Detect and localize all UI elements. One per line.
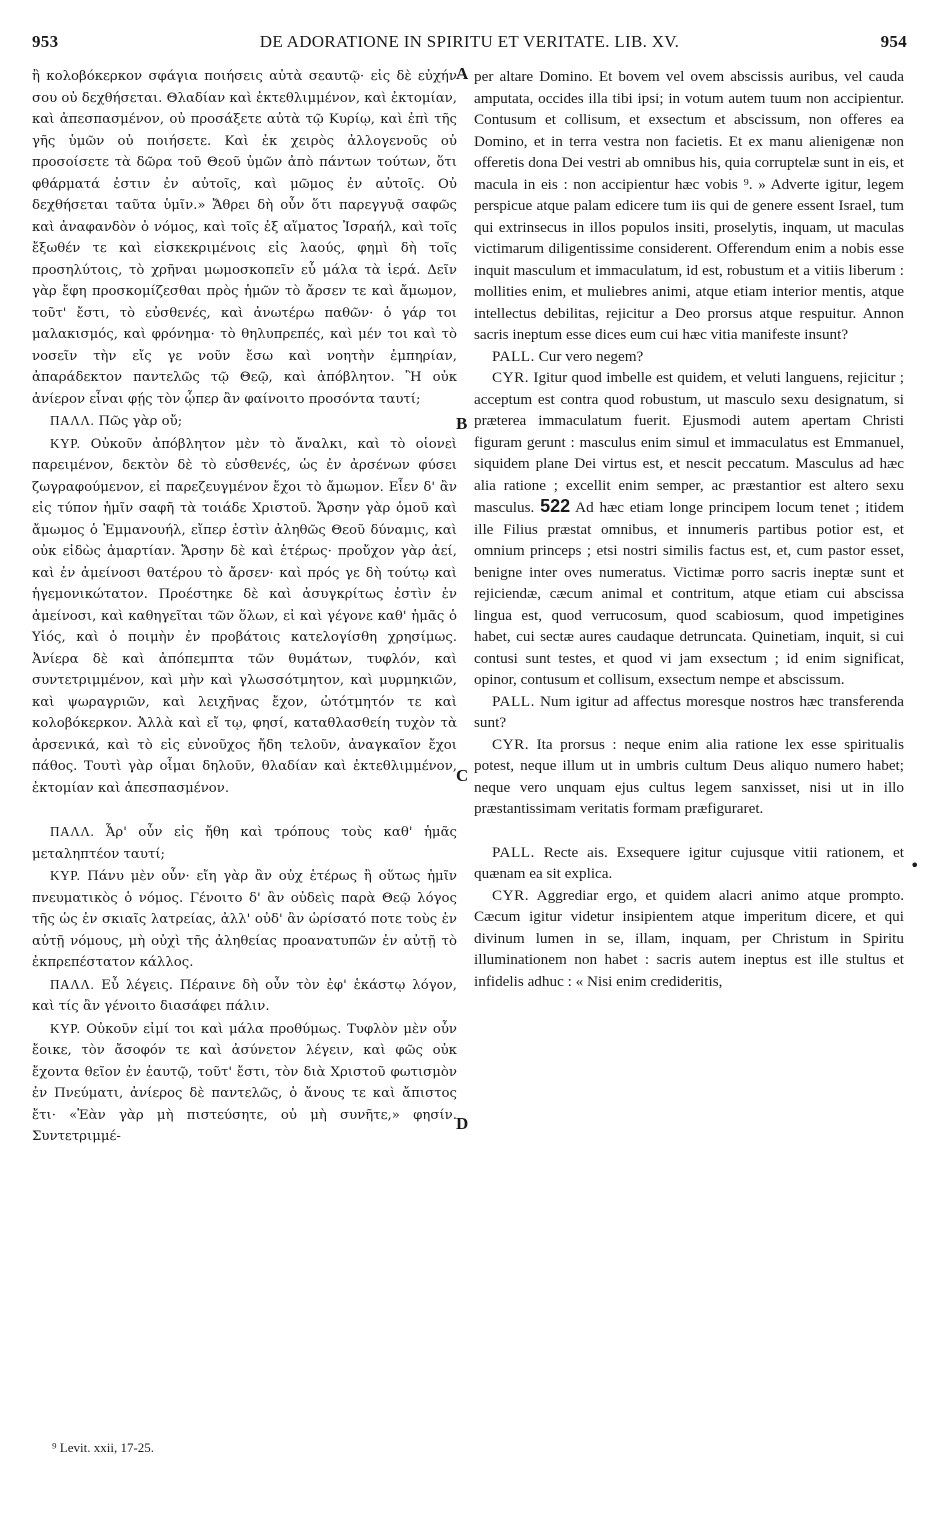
running-title: DE ADORATIONE IN SPIRITU ET VERITATE. LIB. XV.: [259, 32, 680, 51]
speaker-label: CYR.: [492, 369, 530, 386]
latin-paragraph: [474, 734, 904, 820]
greek-paragraph: [32, 1018, 457, 1148]
speaker-label: ΚΥΡ.: [50, 435, 81, 451]
footnote: ⁹ Levit. xxii, 17-25.: [52, 1440, 155, 1455]
latin-paragraph: [474, 367, 904, 691]
margin-marker-c: C: [456, 766, 469, 785]
margin-marker-b: B: [456, 414, 468, 433]
latin-paragraph: [474, 885, 904, 993]
greek-paragraph: [32, 974, 457, 1018]
greek-text: Πάνυ μὲν οὖν· εἴη γὰρ ἂν οὐχ ἑτέρως ἢ οὕτως ἡμῖν πνευματικὸς ὁ νόμος. Γένοιτο δ' ἂν οὐδεὶς παρὰ Θεῷ λόγος τῆς ὡς ἐν σκιαῖς λατρείας, ἀλλ' οὐδ' ἂν ὡρίσατό ποτε τοὺς ἐν αὐτῇ νόμους, μὴ οὐχὶ τῆς ἀληθείας προανατυπῶν ἐν αὐτῇ τὸ ἐκπρεπέστατον κάλλος.: [32, 869, 457, 970]
greek-text: Εὖ λέγεις. Πέραινε δὴ οὖν τὸν ἐφ' ἑκάστῳ λόγον, καὶ τίς ἂν γένοιτο διασάφει πάλιν.: [32, 977, 457, 1014]
speaker-label: ΚΥΡ.: [50, 868, 81, 883]
latin-text: Recte ais. Exsequere igitur cujusque vitii rationem, et quænam ea sit explica.: [474, 843, 905, 882]
latin-paragraph: [474, 691, 904, 734]
latin-paragraph: per altare Domino. Et bovem vel ovem abscissis auribus, vel cauda amputata, occides illa tibi ipsi; in votum autem tuum non accipientur. Contusum et collisum, et exsectum et abscissum, non offeres ea Domino, et in terra vestra non facietis. Et ex manu alienigenæ non offeretis dona Dei vestri ab omnibus his, quia corruptelæ sunt in eis, et macula in eis : non accipientur hæc vobis ⁹. » Adverte igitur, legem perspicue atque palam edicere tum iis qui de genere essent Israel, tum qui extrinsecus in illos populos insiti, proselytis, inquam, ut maculas victimarum diligentissime considerent. Offerendum enim a nobis esse inquit masculum et immaculatum, id est, robustum et a vitiis liberum : mollities enim, et muliebres animi, atque etiam interior mentis, atque intellectus debilitas, rejicitur a Deo prorsus atque respuitur. Annon sacris ineptum esse dices eum cui hæc vitia manifeste insunt?: [474, 68, 904, 343]
greek-paragraph: [32, 433, 457, 800]
speaker-label: PALL.: [492, 843, 535, 861]
margin-marker-a: A: [456, 64, 469, 83]
latin-text: Ita prorsus : neque enim alia ratione lex esse spiritualis potest, neque illum ut in umbris cultum Deus aliquo numero habet; neque vero unquam ejus cultus legem sanxisset, nisi ut in illo præstantissimam veritatis formam præfiguraret.: [474, 735, 905, 817]
greek-text: Ἆρ' οὖν εἰς ἤθη καὶ τρόπους τοὺς καθ' ἡμᾶς μεταληπτέον ταυτί;: [32, 825, 457, 862]
speaker-label: ΠΑΛΛ.: [50, 976, 95, 992]
speaker-label: ΚΥΡ.: [50, 1020, 81, 1036]
speaker-label: CYR.: [492, 735, 530, 753]
latin-paragraph: [474, 346, 904, 368]
greek-text: Οὐκοῦν εἰμί τοι καὶ μάλα προθύμως. Τυφλὸν μὲν οὖν ἔοικε, τὸν ἄσοφόν τε καὶ ἀσύνετον λέγειν, καὶ φῶς οὐκ ἔχοντα θεῖον ἐν ἑαυτῷ, τοῦτ' ἔστι, τὸν διὰ Χριστοῦ φωτισμὸν ἐν Πνεύματι, ἀνίερος δὲ παντελῶς, ὁ ἄνους τε καὶ ἄπιστος ἔτι· «Ἐὰν γὰρ μὴ πιστεύσητε, οὐ μὴ συνῆτε,» φησίν. Συντετριμμέ-: [32, 1021, 458, 1144]
page-number-left: 953: [32, 32, 59, 51]
latin-text: Ad hæc etiam longe principem locum tenet ; itidem ille Filius præstat omnibus, et innumeris partibus potior est, et omnium princeps ; etsi nostri similis factus est, et, cum pastor esset, benigne inter oves numeratus. Victimæ porro sacris ineptæ sunt et rejiciendæ, cæcum animal et contritum, atque etiam cui abscissa lingua est, quod verrucosum, quod scabiosum, quod impetigines habet, cui sectæ aures caudaque detruncata. Quinetiam, inquit, si cui contusi sunt testes, et quod vi jam exsectum ; id enim significat, opinor, contusum et collisum, exsectum nempe et abscissum.: [474, 499, 905, 688]
latin-text: Igitur quod imbelle est quidem, et veluti languens, rejicitur ; acceptum est contra quod robustum, ut masculo sexu designatum, si præterea immaculatum fuerit. Ejusmodi autem apertam Christi figuram gerunt : masculus enim simul et immaculatus est Emmanuel, siquidem plane Dei virtus est, et nescit peccatum. Masculus ad hæc alia ratione ; excellit enim semper, ac præstantior est altero sexu masculus.: [474, 369, 905, 516]
stray-mark: •: [910, 856, 920, 875]
running-header: [32, 32, 907, 54]
greek-paragraph: [32, 865, 457, 974]
latin-text: Num igitur ad affectus moresque nostros hæc transferenda sunt?: [474, 692, 905, 731]
speaker-label: ΠΑΛΛ.: [50, 824, 95, 839]
latin-column: [474, 66, 904, 992]
greek-text: Πῶς γὰρ οὔ;: [98, 414, 183, 429]
edition-page-number: 522: [540, 496, 571, 516]
margin-marker-d: D: [456, 1114, 469, 1133]
speaker-label: CYR.: [492, 886, 530, 904]
speaker-label: PALL.: [492, 347, 535, 365]
latin-text: Cur vero negem?: [538, 347, 644, 365]
page-number-right: 954: [880, 32, 907, 51]
greek-paragraph: ἢ κολοβόκερκον σφάγια ποιήσεις αὐτὰ σεαυτῷ· εἰς δὲ εὐχήν σου οὐ δεχθήσεται. Θλαδίαν καὶ ἐκτεθλιμμένον, καὶ ἐκτομίαν, καὶ ἀπεσπασμένον, οὐ προσάξετε αὐτὰ τῷ Κυρίῳ, καὶ ἐπὶ τῆς γῆς ὑμῶν οὐ ποιήσετε. Καὶ ἐκ χειρὸς ἀλλογενοῦς οὐ προσοίσετε τὰ δῶρα τοῦ Θεοῦ ὑμῶν ἀπὸ πάντων τούτων, ὅτι φθάρματά ἐστιν ἐν αὐτοῖς, καὶ μῶμος ἐν αὐτοῖς. Οὐ δεχθήσεται ταῦτα ὑμῖν.» Ἄθρει δὴ οὖν ὅτι παρεγγυᾷ σαφῶς καὶ ἀναφανδὸν ὁ νόμος, καὶ τοῖς ἐξ αἵματος Ἰσραήλ, καὶ τοῖς ἔξωθέν τε καὶ εἰσκεκριμένοις εἰς λαούς, φημὶ δὴ τοῖς προσηλύτοις, τὸ χρῆναι μωμοσκοπεῖν εὖ μάλα τὰ ἱερά. Δεῖν γὰρ ἔφη προσκομίζεσθαι πρὸς ἡμῶν τὸ ἄρσεν τε καὶ ἄμωμον, τοῦτ' ἔστι, τὸ εὐσθενές, καὶ ἀνωτέρω παθῶν· ὁ γάρ τοι μαλακισμός, καὶ φρόνημα· τὸ θηλυπρεπές, καὶ μέν τοι καὶ τὸ νοσεῖν τὴν εἴς γε νοῦν ἔσω καὶ νοητὴν ἐμπηρίαν, ἀπαράδεκτον παντελῶς τῷ Θεῷ, καὶ ἀπόβλητον. Ἢ οὐκ ἀνίερον εἶναι φῄς τὸν ᾧπερ ἂν φαίνοιτο προσόντα ταυτί;: [32, 69, 457, 407]
greek-text: Οὐκοῦν ἀπόβλητον μὲν τὸ ἄναλκι, καὶ τὸ οἱονεὶ παρειμένον, δεκτὸν δὲ τὸ εὐσθενές, ὡς ἐν ἀρσένων φύσει ζωγραφούμενον, εἰ παρεζευγμένον ἔχοι τὸ ἄμωμον. Εἶεν δ' ἂν εἰς τύπον ἡμῖν σαφῆ τὰ τοιάδε Χριστοῦ. Ἄρσην γὰρ ὁμοῦ καὶ ἄμωμος ὁ Ἐμμανουήλ, εἴπερ ἐστὶν ἀληθῶς Θεοῦ δύναμις, καὶ οὐκ εἰδὼς ἁμαρτίαν. Ἄρσην δὲ καὶ ἑτέρως· προὔχον γὰρ ἀεί, καὶ ἐν ἀμείνοσι θατέρου τὸ ἄρσεν· καὶ πρός γε δὴ τούτῳ καὶ ἡγεμονικώτατον. Προέστηκε δὲ καὶ ἀσυγκρίτως ἐστὶν ἐν ἀμείνοσι, καὶ καθηγεῖται τῶν ὅλων, εἰ καὶ γέγονε καθ' ἡμᾶς ὁ Υἱός, καὶ ὁ ποιμὴν ἐν προβάτοις κατελογίσθη χρησίμως. Ἀνίερα δὲ καὶ ἀπόπεμπτα τῶν θυμάτων, τυφλόν, καὶ συντετριμμένον, καὶ μὴν καὶ γλωσσότμητον, καὶ μυρμηκιῶν, καὶ ψωραγριῶν, καὶ λειχῆνας ἔχον, ὠτότμητόν τε καὶ κολοβόκερκον. Ἀλλὰ καὶ εἴ τῳ, φησί, καταθλασθείη τυχὸν τὰ ἀρσενικά, καὶ τὸ εἰς εὐνοῦχος ἤδη τελοῦν, ἀναγκαῖον ἔχοι πάθος. Τουτὶ γὰρ οἶμαι δηλοῦν, θλαδίαν καὶ ἐκτεθλιμμένον, ἐκτομίαν καὶ ἀπεσπασμένον.: [32, 436, 457, 796]
speaker-label: PALL.: [492, 692, 535, 710]
latin-text: Aggrediar ergo, et quidem alacri animo atque prompto. Cæcum igitur videtur insipientem atque imperitum dicere, et qui divinum lumen in se, illam, inquam, per Christum in Spiritu illuminationem non habet : sacris autem ineptus est ille stultus et infidelis adhuc : « Nisi enim credideritis,: [474, 886, 904, 990]
greek-column: [32, 66, 457, 1148]
greek-paragraph: [32, 410, 457, 433]
speaker-label: ΠΑΛΛ.: [50, 413, 95, 428]
latin-paragraph: [474, 842, 904, 885]
greek-paragraph: [32, 821, 457, 865]
